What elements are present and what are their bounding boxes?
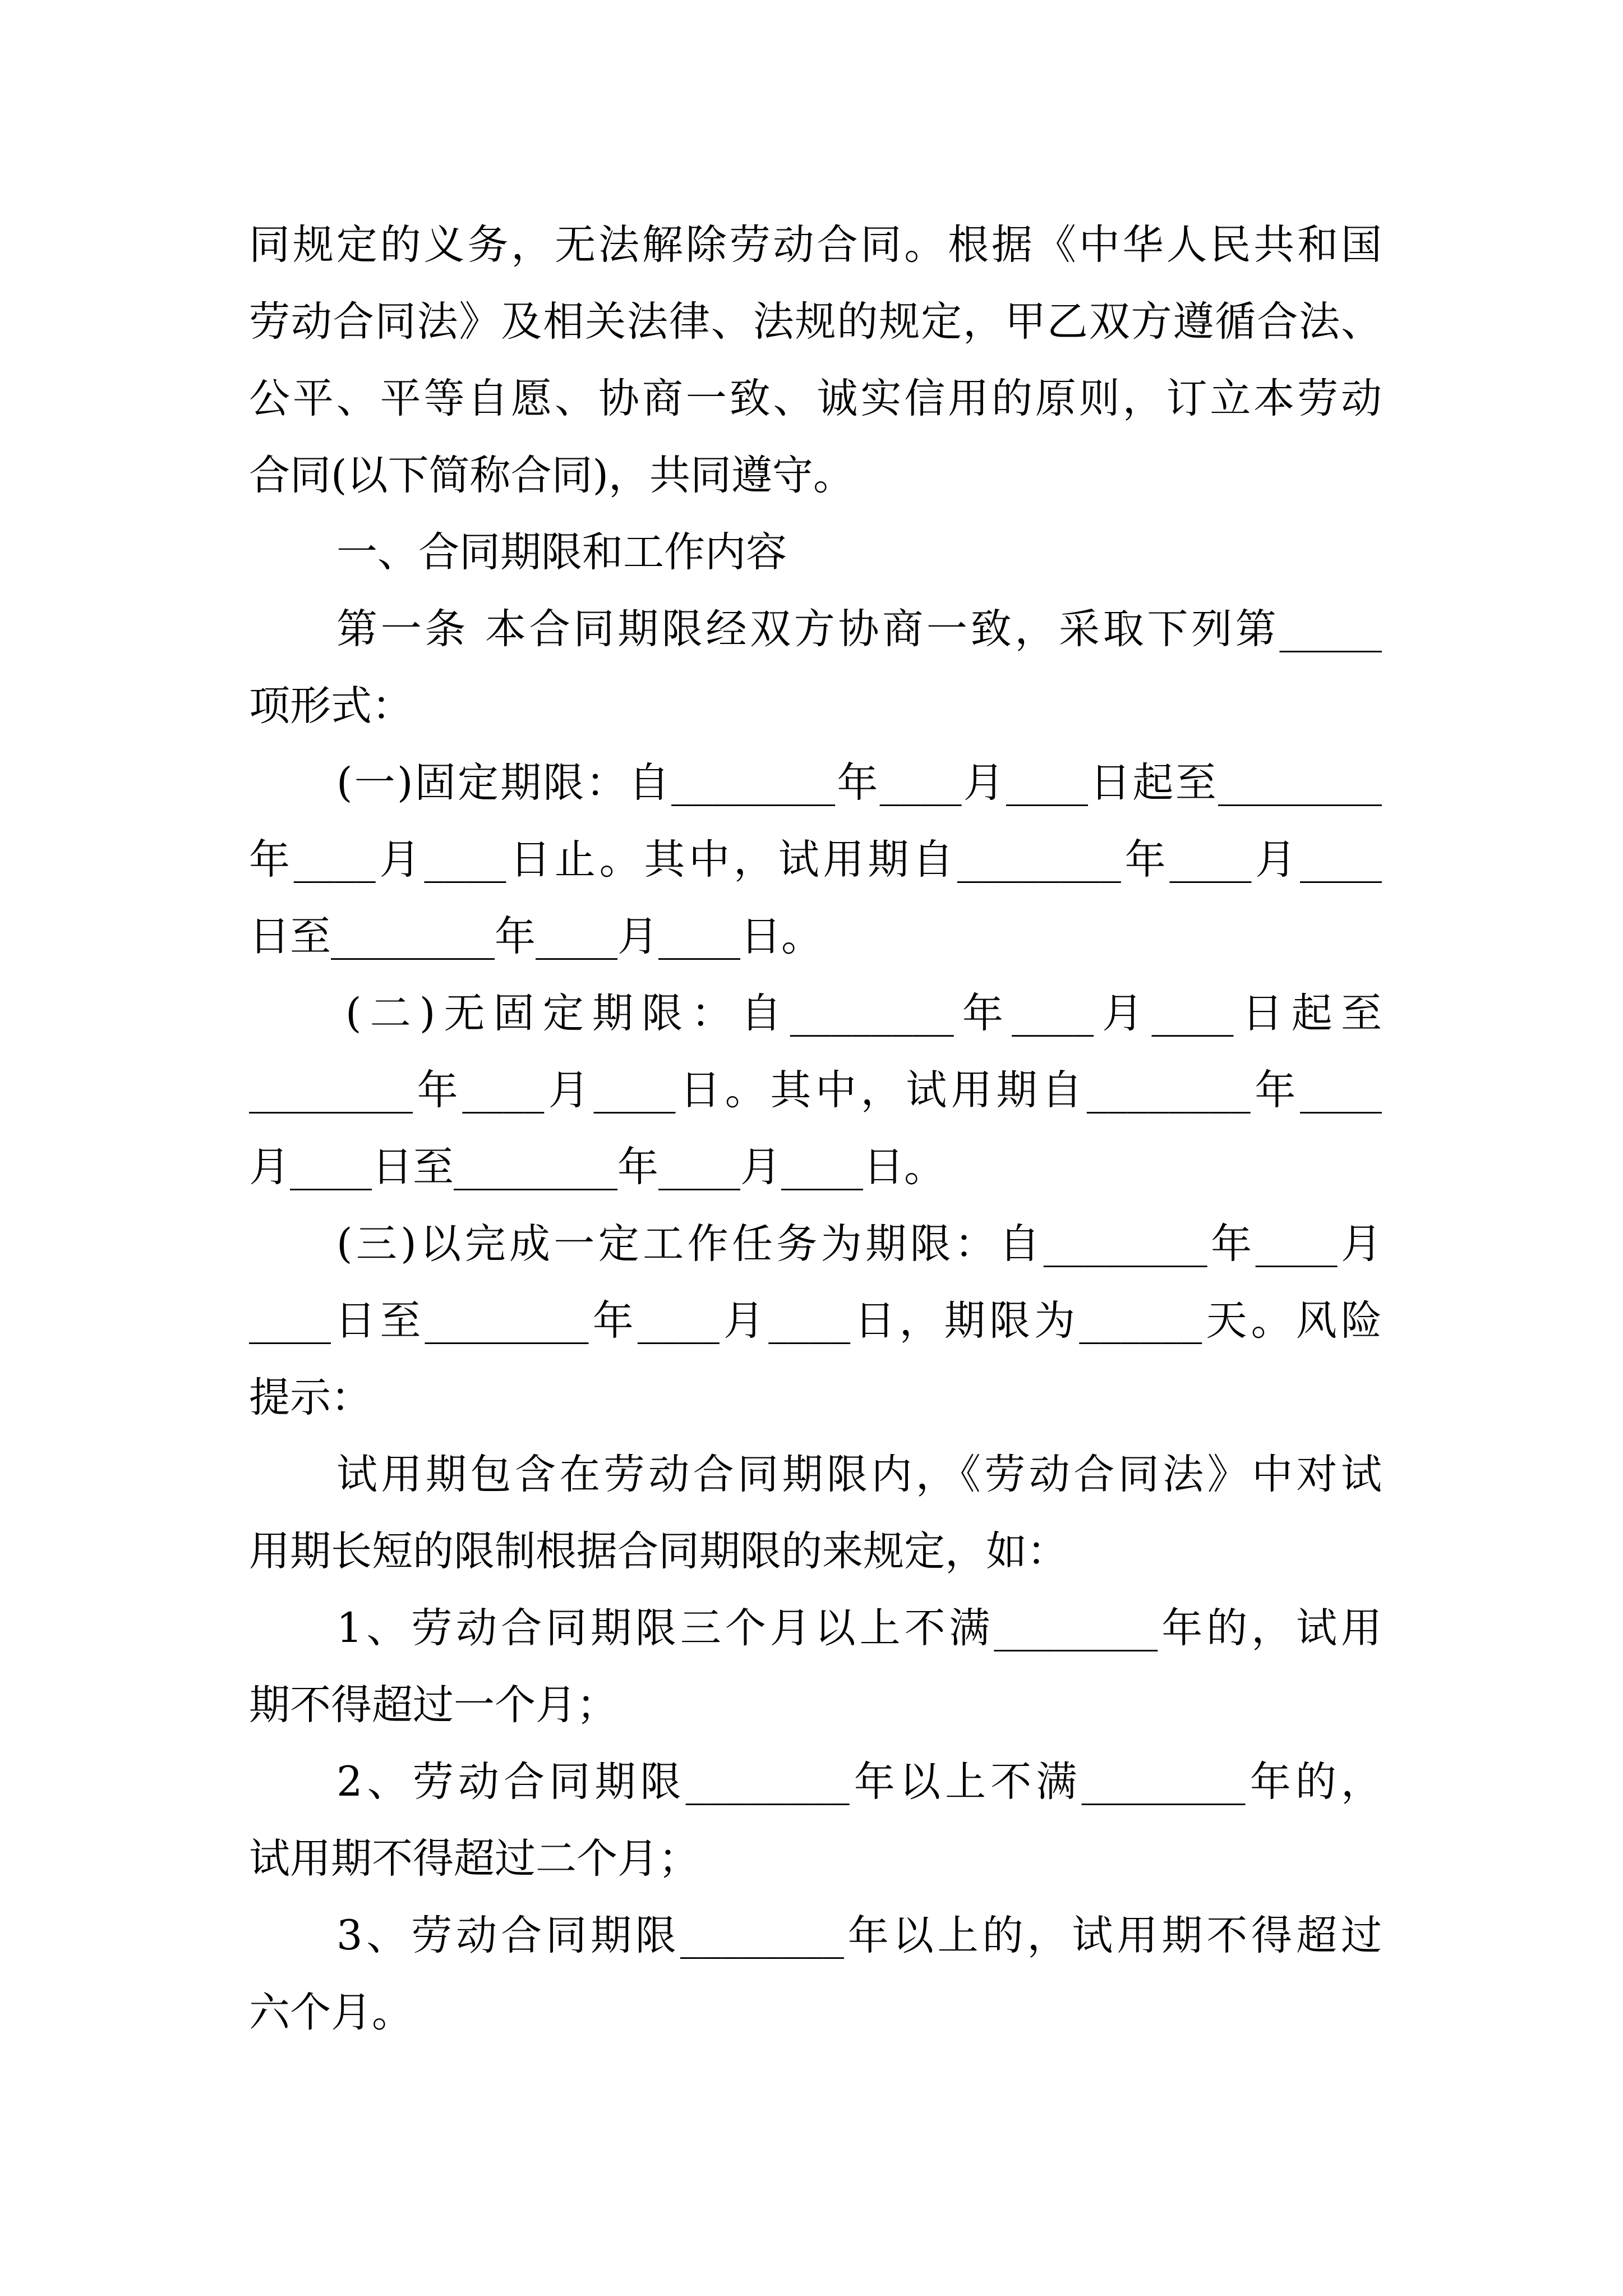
- paragraph: [249, 975, 1382, 1205]
- text-line: 期不得超过一个月；: [249, 1681, 617, 1729]
- text-line: (二)无固定期限：自________年____月____日起至: [345, 990, 1382, 1037]
- text-line: (一)固定期限：自________年____月____日起至________: [336, 759, 1382, 807]
- document-body: [249, 206, 1382, 2051]
- paragraph: [249, 744, 1382, 975]
- text-line: 2、劳动合同期限________年以上不满________年的，: [336, 1758, 1382, 1806]
- text-line: 公平、平等自愿、协商一致、诚实信用的原则，订立本劳动: [249, 375, 1382, 422]
- text-line: 1、劳动合同期限三个月以上不满________年的，试用: [336, 1604, 1382, 1652]
- text-line: 日至________年____月____日。: [249, 913, 822, 960]
- text-line: 提示：: [249, 1374, 372, 1421]
- list-item: [249, 1897, 1382, 2051]
- text-line: 合同(以下简称合同)，共同遵守。: [249, 452, 854, 499]
- text-line: 一、合同期限和工作内容: [336, 528, 787, 576]
- text-line: 试用期包含在劳动合同期限内，《劳动合同法》中对试: [336, 1451, 1382, 1498]
- text-line: 月____日至________年____月____日。: [249, 1143, 945, 1191]
- text-line: 劳动合同法》及相关法律、法规的规定，甲乙双方遵循合法、: [249, 298, 1382, 346]
- text-line: ____日至________年____月____日，期限为______天。风险: [249, 1297, 1382, 1345]
- text-line: 第一条 本合同期限经双方协商一致，采取下列第_____: [336, 605, 1382, 653]
- text-line: 3、劳动合同期限________年以上的，试用期不得超过: [336, 1912, 1382, 1959]
- section-heading: [249, 514, 1382, 591]
- text-line: 用期长短的限制根据合同期限的来规定，如：: [249, 1527, 1068, 1575]
- text-line: 项形式：: [249, 682, 413, 730]
- paragraph: [249, 1205, 1382, 1436]
- paragraph: [249, 591, 1382, 744]
- list-item: [249, 1590, 1382, 1743]
- paragraph: [249, 1436, 1382, 1590]
- text-line: 同规定的义务，无法解除劳动合同。根据《中华人民共和国: [249, 221, 1382, 269]
- paragraph: [249, 206, 1382, 514]
- text-line: 六个月。: [249, 1989, 413, 2036]
- text-line: 试用期不得超过二个月；: [249, 1835, 699, 1883]
- text-line: (三)以完成一定工作任务为期限：自________年____月: [336, 1220, 1382, 1268]
- text-line: ________年____月____日。其中，试用期自________年____: [249, 1066, 1382, 1114]
- list-item: [249, 1743, 1382, 1897]
- text-line: 年____月____日止。其中，试用期自________年____月____: [249, 836, 1382, 884]
